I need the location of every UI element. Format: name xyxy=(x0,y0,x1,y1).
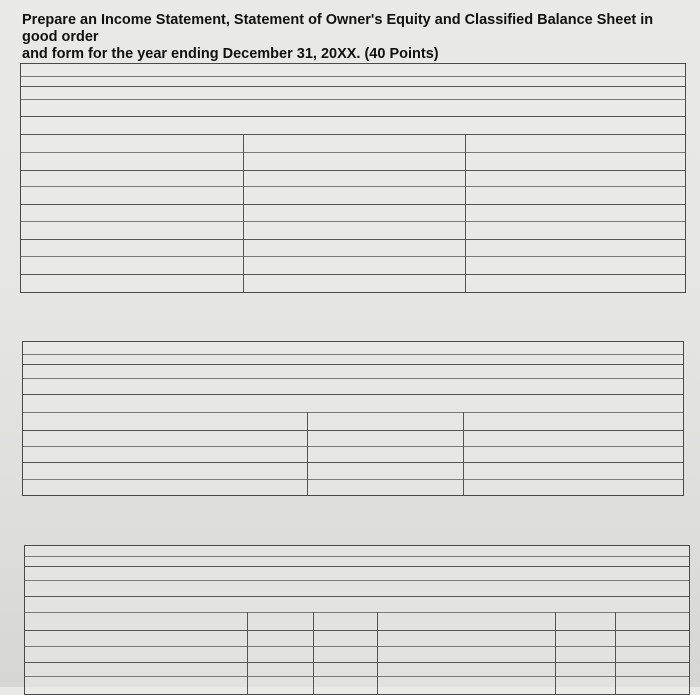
assignment-instructions xyxy=(22,12,692,63)
instructions-line-1: Prepare an Income Statement, Statement of Owner's Equity and Classified Balance Sheet in good order xyxy=(22,12,654,45)
instructions-line-2: and form for the year ending December 31, 20XX. (40 Points) xyxy=(22,46,439,62)
owners-equity-form[interactable] xyxy=(22,341,684,496)
income-statement-form[interactable] xyxy=(20,63,686,293)
balance-sheet-form[interactable] xyxy=(24,545,690,695)
